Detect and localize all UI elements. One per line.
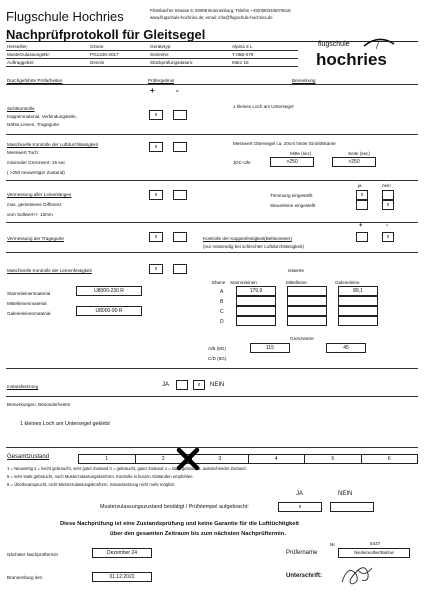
luft-mitte-label: Mitte (sec) [290,151,312,156]
galerie-material[interactable]: U8000-90 R [76,306,142,316]
festig-divider [6,368,418,369]
luft-line-2: minimaler Grenzwert: 15 sec [7,160,66,165]
paraglider-logo-icon [362,36,396,50]
luft-plus-checkbox[interactable]: x [149,142,163,152]
sicht-divider [6,134,418,135]
ab-galerie[interactable]: 45 [326,343,366,353]
instand-divider [6,396,418,397]
trimm-nein-checkbox[interactable] [382,190,394,200]
gesamt-option-4[interactable]: 4 [249,455,306,463]
festig-minus-checkbox[interactable] [173,264,187,274]
leinen-nein-header: nein [382,183,391,188]
gesamt-legend-2: 5 = sehr stark gebraucht, noch Musterzulassungskonform, Kontrolle in kurzen Abständen empfohlen [7,474,193,479]
steuer-ja-checkbox[interactable] [356,200,368,210]
row-b-mittel[interactable] [287,296,327,306]
address-line-2: www.flugschule-hochries.de; email: info@flugschule-hochries.de [150,15,273,20]
row-d-ebene: D [220,319,224,325]
row-a-ebene: A [220,289,224,295]
row-c-mittel[interactable] [287,306,327,316]
sicht-remark: 1 kleines Loch am Untersegel [233,104,294,109]
date-field[interactable]: 01.12.2022 [92,572,152,582]
serien-value: T-05B-078 [232,52,254,57]
festig-title: Maschinelle Kontrolle der Leinenfestigkeit [7,268,92,273]
trage-title: Vermessung der Tragegurte [7,236,64,241]
info-line-3 [6,66,298,67]
gesamt-option-2[interactable]: 2 [136,455,193,463]
instand-nein: NEIN [210,382,225,388]
mittel-label: Mittelleinenmaterial [7,301,47,306]
pruefer-label: Prüfername [286,550,318,556]
luft-mitte-value[interactable]: >250 [270,157,314,167]
sicht-desc-2: Nähte,Leinen, Tragegurte [7,122,60,127]
hersteller-label: Hersteller: [7,44,28,49]
row-d-stamm[interactable] [236,316,276,326]
luft-title: Maschinelle Kontrolle der Luftdurchlässigkeit [7,142,98,147]
place-label: Brannenburg den [7,575,43,580]
col-pruefarbeiten: Durchgeführte Prüfarbeiten [7,78,63,83]
header-divider [6,41,418,42]
festig-mittel-col: Mittelleine [286,280,307,285]
gesamt-option-6[interactable]: 6 [387,456,391,462]
kappe-minus-checkbox[interactable]: x [382,232,394,242]
luft-line-1: Messwert Tuch: [7,150,40,155]
trage-plus-checkbox[interactable]: x [149,232,163,242]
trage-minus-checkbox[interactable] [173,232,187,242]
stamm-material[interactable]: U8000-230 R [76,286,142,296]
kappe-plus-checkbox[interactable] [356,232,368,242]
grenzwerte-label: Grenzwerte [290,336,314,341]
trage-divider [6,252,418,253]
muster-label: MusterzulassungsNr: [7,52,51,57]
nr-label: Nr. [330,542,336,547]
luft-seite-value[interactable]: >250 [332,157,376,167]
festig-plus-checkbox[interactable]: x [149,264,163,274]
sicht-plus-checkbox[interactable]: x [149,110,163,120]
leinen-line-2: vom Sollwert+/- 10mm [7,212,53,217]
instand-ja: JA [162,382,170,388]
address-line-1: Flintsbacher Strasse 6; 83098 Brannenburg; Telefon +49(0)8034/6079618 [150,8,291,13]
col-plus: + [150,86,155,95]
col-header-line [6,84,418,85]
muster-value: PG1226-2017 [90,52,119,57]
kappe-plus-header: + [359,223,363,229]
festig-ebene: Ebene [212,280,226,285]
signature-icon [338,560,378,590]
datum-label: Stückprüfungsdatum: [150,60,194,65]
col-minus: - [176,86,179,95]
bemerk-divider [6,447,418,448]
page-title: Nachprüfprotokoll für Gleitsegel [6,27,206,42]
next-date-field[interactable]: Dezember 24 [92,548,152,558]
next-label: Nächster Nachprüftermin [7,552,59,557]
row-a-galerie[interactable]: 89,1 [338,286,378,296]
col-ergebnis: Prüfergebnis [148,78,175,83]
typ-label: Gerätetyp: [150,44,172,49]
instand-ja-checkbox[interactable] [176,380,188,390]
muster-nein-checkbox[interactable] [330,502,374,512]
row-d-galerie[interactable] [338,316,378,326]
bemerk-text: 1 kleines Loch am Untersegel geklebt [20,421,110,427]
muster-ja-checkbox[interactable]: x [278,502,322,512]
luft-divider [6,180,418,181]
steuer-label: Steuerleine eingestellt [270,203,316,208]
typ-value: Alpina 3 L [232,44,253,49]
gesamt-option-5[interactable]: 5 [305,455,362,463]
info-line-1 [6,50,298,51]
row-b-galerie[interactable] [338,296,378,306]
luft-line-3: ( >250 neuwertiger Zustand) [7,170,65,175]
gesamt-scale [78,454,418,464]
auftrag-label: Auftraggeber: [7,60,35,65]
logo-big-text: hochries [316,50,387,69]
luft-jdc: JDC-Uhr [233,160,251,165]
gesamt-legend-1: 1 = Neuwertig 2 = leicht gebraucht, sehr guter Zustand 3 = gebraucht, guter Zustand 4 = stark gebraucht, ausreichender Zustand [7,466,246,471]
info-line-2 [6,58,298,59]
gesamt-option-3[interactable]: 3 [192,455,249,463]
datum-value: März 18 [232,60,249,65]
leinen-title: Vermessung aller Leinenlängen [7,192,72,197]
stamm-label: Stammleinenmaterial [7,291,51,296]
luft-remark: Messwert Obersegel ca. 20cm hinter Eintrittskante [233,141,336,146]
row-b-ebene: B [220,299,224,305]
sicht-title: Sichtkontrolle [7,106,35,111]
school-name: Flugschule Hochries [6,9,124,24]
pruefer-field[interactable]: Niederreuther/Barlow [338,548,410,558]
col-bemerkung: Bemerkung [292,78,316,83]
row-c-stamm[interactable] [236,306,276,316]
trimm-label: Trimmung eingestellt [270,193,313,198]
nr-value: 5437 [370,541,381,546]
muster-ja: JA [296,491,304,497]
gesamt-legend-3: 6 = Überbeansprucht, nicht Musterzulassungskonform, Instandsetzung nicht mehr möglich [7,482,175,487]
sicht-desc-1: Kappenmaterial, Verbindungsteile, [7,114,77,119]
leinen-plus-checkbox[interactable]: x [149,190,163,200]
disclaimer-line-1: Diese Nachprüfung ist eine Zustandsprüfung und keine Garantie für die Lufttüchtigkeit [60,521,299,527]
leinen-ja-header: ja [358,183,362,188]
logo-small-text: flugschule [318,41,350,48]
leinen-minus-checkbox[interactable] [173,190,187,200]
luft-seite-label: Seite (sec) [348,151,370,156]
hersteller-value: Ozone [90,44,104,49]
row-c-galerie[interactable] [338,306,378,316]
sicht-minus-checkbox[interactable] [173,110,187,120]
steuer-nein-checkbox[interactable]: x [382,200,394,210]
kappe-title: Kontrolle der Kappenfestigkeit(Beltsometer) [203,236,292,241]
festig-galerie-col: Galerieleine [335,280,360,285]
gesamt-option-1[interactable]: 1 [79,455,136,463]
ab-stamm[interactable]: 115 [250,343,290,353]
row-a-mittel[interactable] [287,286,327,296]
row-c-ebene: C [220,309,224,315]
cd-label: C/D (6G) [208,356,227,361]
ab-label: A/B (8G) [208,346,226,351]
muster-confirm-label: Musterzulassungszustand bestätigt / Prüfstempel aufgebracht: [100,504,249,510]
trimm-ja-checkbox[interactable]: x [356,190,368,200]
row-a-stamm[interactable]: 179,9 [236,286,276,296]
festig-istwerte: Istwerte [288,268,305,273]
kappe-note: (nur notwendig bei schlechter Luftdurchlässigkeit) [203,244,304,249]
leinen-divider [6,222,418,223]
row-b-stamm[interactable] [236,296,276,306]
festig-stamm-col: Stammleinen [230,280,257,285]
auftrag-value: Dennis [90,60,105,65]
sign-label: Unterschrift: [286,573,323,579]
row-d-mittel[interactable] [287,316,327,326]
disclaimer-line-2: über den gesamten Zeitraum bis zum nächsten Nachprüftermin. [110,531,286,537]
luft-minus-checkbox[interactable] [173,142,187,152]
instand-nein-checkbox[interactable]: x [193,380,205,390]
instand-title: Instandsetzung [7,384,39,389]
muster-nein: NEIN [338,491,353,497]
kappe-minus-header: - [386,223,388,229]
leinen-line-1: max. gemessene Differenz [7,202,62,207]
header [6,4,418,44]
serien-label: SerienNr: [150,52,170,57]
galerie-label: Galerieleinenmaterial [7,311,51,316]
bemerk-title: Bemerkungen, Besonderheiten [7,402,71,407]
gesamt-title: Gesamtzustand [7,454,50,460]
